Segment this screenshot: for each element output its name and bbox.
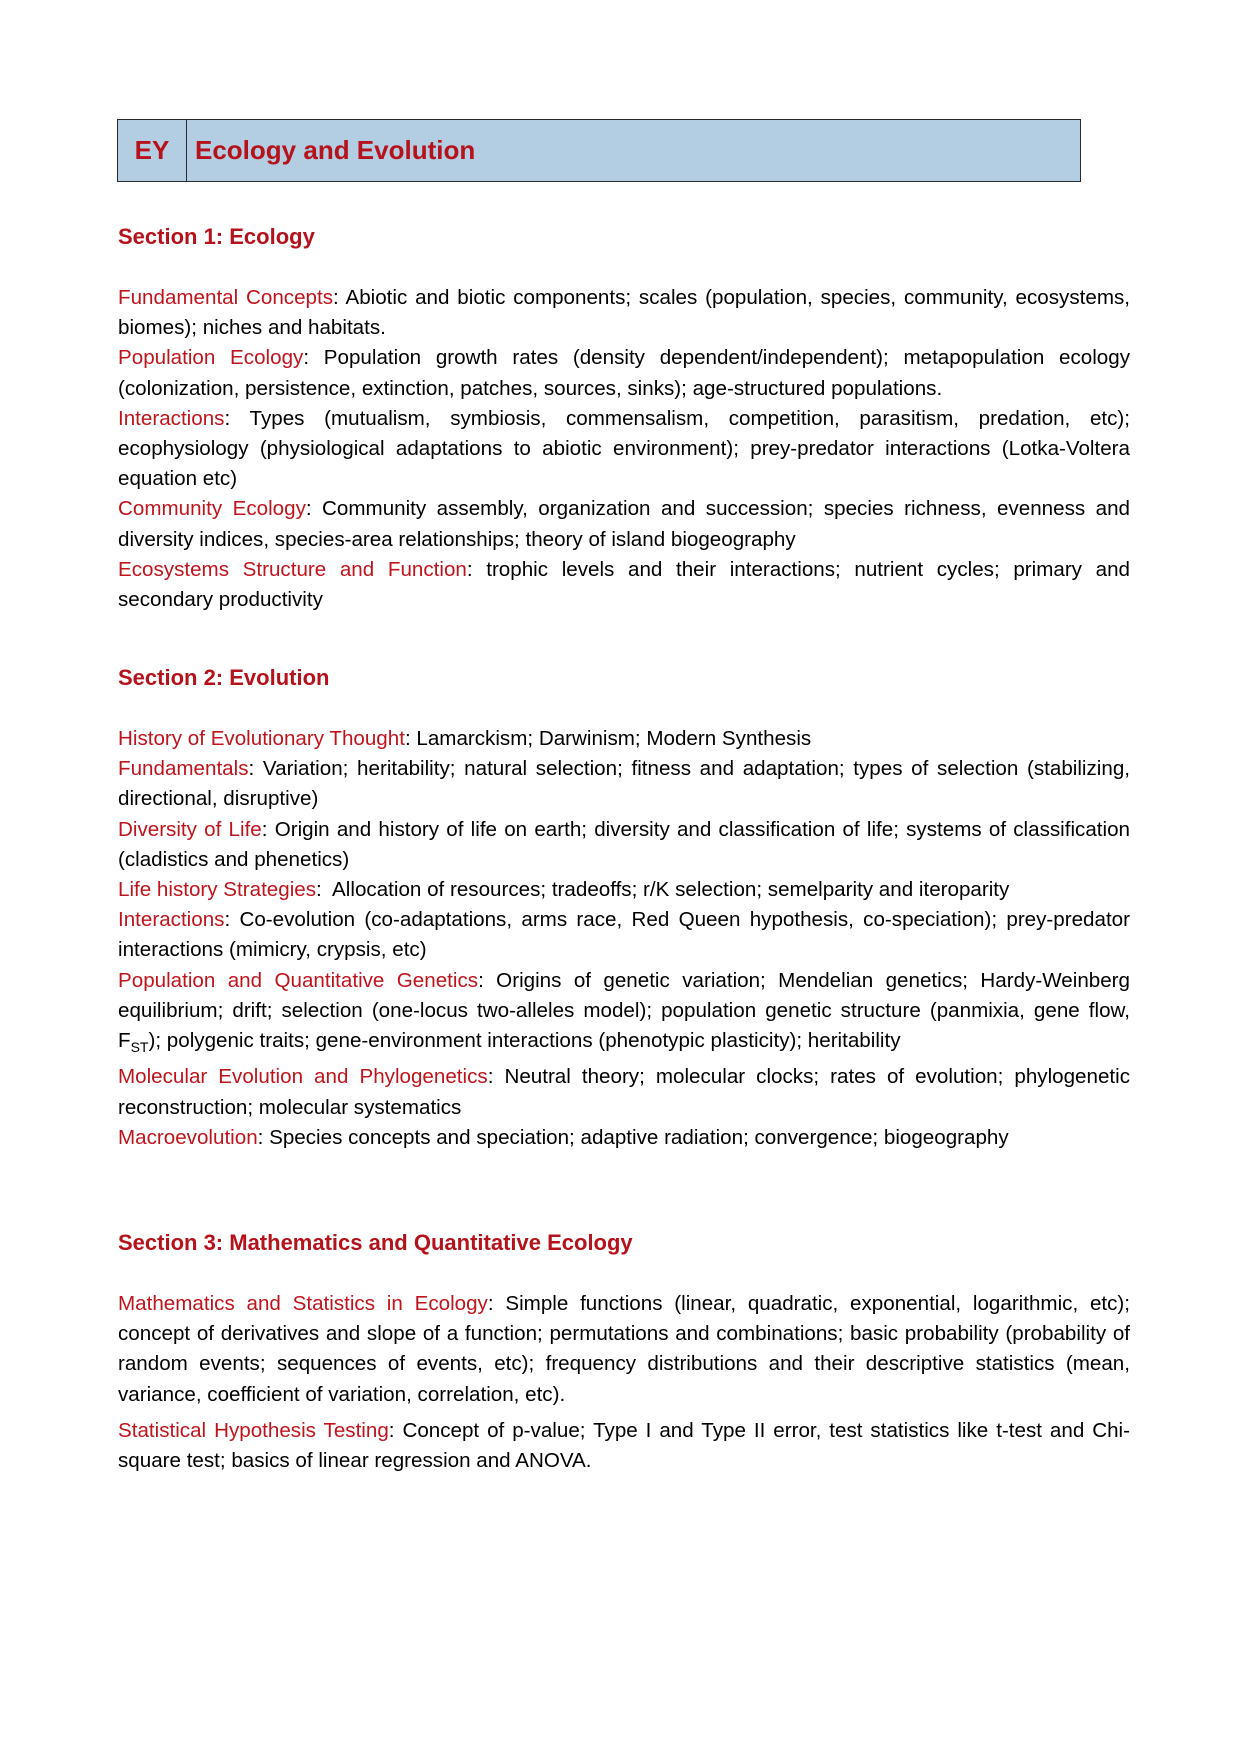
topic-term: Fundamentals (118, 757, 249, 781)
topic-item (118, 875, 1130, 905)
topic-item (118, 1123, 1130, 1153)
topic-term: Community Ecology (118, 497, 306, 521)
topic-text: : Population growth rates (density dependent/independent); metapopulation ecology (colonization, persistence, extinction, patches, sources, sinks); age-structured populations. (118, 346, 1130, 400)
topic-term: Fundamental Concepts (118, 286, 334, 309)
topic-text: : Co-evolution (co-adaptations, arms race, Red Queen hypothesis, co-speciation); prey-predator interactions (mimicry, crypsis, etc) (118, 908, 1130, 962)
subject-title: Ecology and Evolution (195, 135, 476, 165)
topic-item (118, 283, 1130, 343)
topic-term: Life history Strategies (118, 878, 317, 902)
topic-text: : Species concepts and speciation; adaptive radiation; convergence; biogeography (257, 1125, 1009, 1149)
topic-term: History of Evolutionary Thought (118, 727, 405, 750)
topic-item (118, 1289, 1130, 1410)
topic-text: : Variation; heritability; natural selection; fitness and adaptation; types of selection (stabilizing, directional, disruptive) (118, 757, 1130, 811)
topic-term: Interactions (118, 908, 225, 932)
topic-text: : Lamarckism; Darwinism; Modern Synthesis (404, 727, 812, 750)
topic-term: Mathematics and Statistics in Ecology (118, 1292, 488, 1315)
subject-code: EY (118, 120, 187, 181)
topic-term: Molecular Evolution and Phylogenetics (118, 1065, 488, 1089)
topic-term: Interactions (118, 406, 225, 430)
topic-text: : Concept of p-value; Type I and Type II error, test statistics like t-test and Chi-square test; basics of linear regression and ANOVA. (118, 1418, 1130, 1473)
subject-header (117, 119, 1081, 182)
topic-item (118, 724, 1130, 754)
section-evolution (118, 663, 1130, 1153)
topic-term: Statistical Hypothesis Testing (118, 1418, 389, 1442)
topic-text: : Origins of genetic variation; Mendelian genetics; Hardy-Weinberg equilibrium; drift; selection (one-locus two-alleles model); population genetic structure (panmixia, gene flow, F (118, 968, 1130, 1053)
topic-term: Population and Quantitative Genetics (118, 968, 479, 992)
topic-item (118, 404, 1130, 495)
topic-item (118, 1062, 1130, 1122)
topic-term: Diversity of Life (118, 817, 262, 841)
topic-text: : Origin and history of life on earth; diversity and classification of life; systems of classification (cladistics and phenetics) (118, 817, 1130, 871)
topic-text: ); polygenic traits; gene-environment interactions (phenotypic plasticity); heritability (148, 1029, 901, 1053)
topic-text: : Allocation of resources; tradeoffs; r/K selection; semelparity and iteroparity (316, 878, 1010, 902)
section-heading: Section 2: Evolution (118, 665, 330, 690)
topic-item (118, 966, 1130, 1063)
topic-text: : Community assembly, organization and succession; species richness, evenness and diversity indices, species-area relationships; theory of island biogeography (118, 497, 1130, 551)
topic-item (118, 343, 1130, 403)
subscript-text: ST (130, 1039, 149, 1056)
section-heading: Section 1: Ecology (118, 224, 315, 249)
topic-text: : Abiotic and biotic components; scales (population, species, community, ecosystems, biomes); niches and habitats. (118, 286, 1130, 340)
topic-item (118, 555, 1130, 615)
topic-term: Population Ecology (118, 346, 304, 370)
section-heading: Section 3: Mathematics and Quantitative Ecology (118, 1230, 633, 1255)
topic-term: Macroevolution (118, 1125, 258, 1149)
topic-text: : trophic levels and their interactions; nutrient cycles; primary and secondary productivity (118, 557, 1130, 612)
topic-item (118, 905, 1130, 965)
section-mathematics (118, 1228, 1130, 1476)
topic-item (118, 754, 1130, 814)
topic-text: : Neutral theory; molecular clocks; rates of evolution; phylogenetic reconstruction; molecular systematics (118, 1065, 1131, 1119)
section-ecology (118, 222, 1130, 615)
topic-term: Ecosystems Structure and Function (118, 557, 467, 581)
topic-text: : Simple functions (linear, quadratic, exponential, logarithmic, etc); concept of derivatives and slope of a function; permutations and combinations; basic probability (probability of random events; sequences of events, etc); frequency distributions and their descriptive statistics (mean, variance, coefficient of variation, correlation, etc). (118, 1292, 1130, 1406)
topic-item (118, 1416, 1130, 1476)
topic-text: : Types (mutualism, symbiosis, commensalism, competition, parasitism, predation, etc); ecophysiology (physiological adaptations to abiotic environment); prey-predator interactions (Lotka-Voltera equation etc) (118, 406, 1130, 491)
topic-item (118, 494, 1130, 554)
topic-item (118, 815, 1130, 875)
